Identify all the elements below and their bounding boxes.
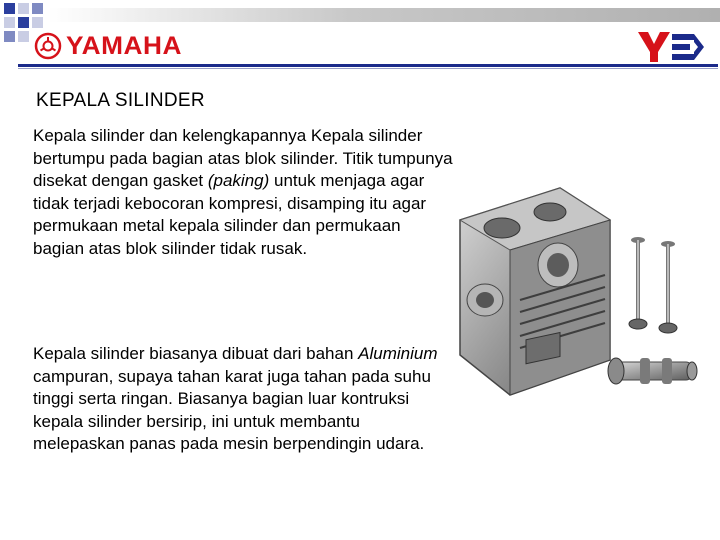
yamaha-logo [34, 31, 182, 60]
paragraph-2 [33, 343, 453, 456]
header-divider [18, 64, 718, 67]
paragraph-1-italic: (paking) [207, 171, 270, 190]
top-gradient-bar [48, 8, 720, 22]
paragraph-2-text-b: campuran, supaya tahan karat juga tahan pada suhu tinggi serta ringan. Biasanya bagian luar kontruksi kepala silinder bersirip, ini untuk membantu melepaskan panas pada mesin berpendingin udara. [33, 366, 431, 453]
brand-name: YAMAHA [66, 31, 182, 60]
header-divider-thin [18, 68, 718, 69]
cylinder-head-image [440, 180, 710, 440]
paragraph-1-text-b: untuk menjaga agar tidak terjadi kebocoran kompresi, disamping itu agar permukaan metal kepala silinder dan permukaan bagian atas blok silinder tidak rusak. [33, 171, 427, 258]
slide-title: KEPALA SILINDER [36, 90, 205, 111]
paragraph-2-italic: Aluminium [358, 344, 438, 363]
paragraph-1 [33, 125, 453, 260]
tuning-fork-icon [34, 32, 62, 60]
paragraph-1-text-a: Kepala silinder dan kelengkapannya Kepala silinder bertumpu pada bagian atas blok silinder. Titik tumpunya disekat dengan gasket [33, 126, 453, 190]
yes-logo [636, 30, 706, 64]
paragraph-2-text-a: Kepala silinder biasanya dibuat dari bahan [33, 344, 359, 363]
